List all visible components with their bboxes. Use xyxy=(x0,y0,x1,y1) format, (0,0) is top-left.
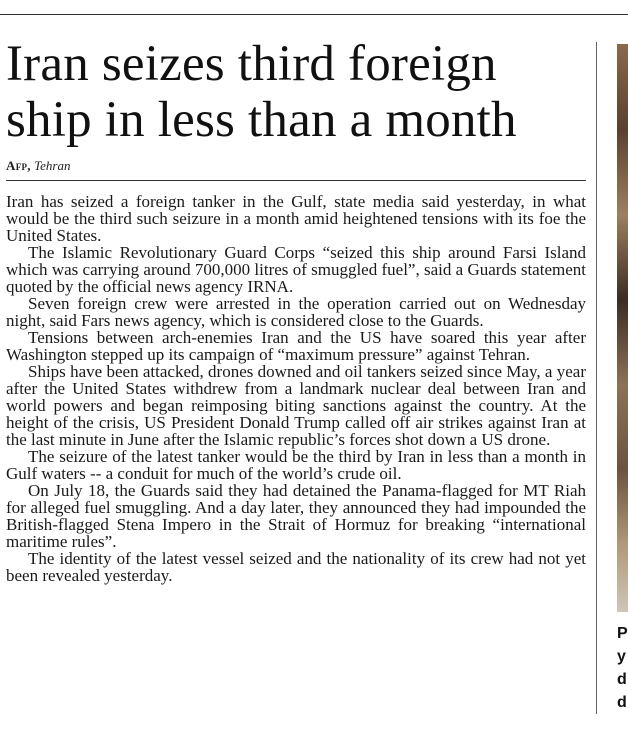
adjacent-column-text xyxy=(617,622,628,714)
byline-agency: Afp, xyxy=(6,158,31,173)
paragraph: The Islamic Revolutionary Guard Corps “seized this ship around Farsi Island which was carrying around 700,000 litres of smuggled fuel”, said a Guards statement quoted by the official news agency IRNA. xyxy=(6,243,586,296)
article xyxy=(6,36,586,584)
adjacent-letter: y xyxy=(617,648,626,665)
adjacent-photo xyxy=(617,44,628,612)
paragraph: The identity of the latest vessel seized and the nationality of its crew had not yet been revealed yesterday. xyxy=(6,549,586,585)
paragraph: Ships have been attacked, drones downed and oil tankers seized since May, a year after the United States withdrew from a landmark nuclear deal between Iran and world powers and began reimposing biting sanctions against the country. At the height of the crisis, US President Donald Trump called off air strikes against Iran at the last minute in June after the Islamic republic’s forces shot down a US drone. xyxy=(6,362,586,449)
paragraph: On July 18, the Guards said they had detained the Panama-flagged for MT Riah for alleged fuel smuggling. And a day later, they announced they had impounded the British-flagged Stena Impero in the Strait of Hormuz for breaking “international maritime rules”. xyxy=(6,481,586,551)
headline-line-1: Iran seizes third foreign xyxy=(6,36,497,92)
article-body xyxy=(6,193,586,584)
byline-place: Tehran xyxy=(34,158,71,173)
headline xyxy=(6,36,586,148)
headline-line-2: ship in less than a month xyxy=(6,92,517,148)
top-rule xyxy=(0,14,628,15)
adjacent-letter: d xyxy=(617,671,627,688)
adjacent-letter: d xyxy=(617,694,627,711)
paragraph: Iran has seized a foreign tanker in the Gulf, state media said yesterday, in what would be the third such seizure in a month amid heightened tensions with its foe the United States. xyxy=(6,192,586,245)
paragraph: The seizure of the latest tanker would be the third by Iran in less than a month in Gulf waters -- a conduit for much of the world’s crude oil. xyxy=(6,447,586,483)
byline xyxy=(6,158,586,174)
byline-rule xyxy=(6,180,586,181)
paragraph: Seven foreign crew were arrested in the operation carried out on Wednesday night, said Fars news agency, which is considered close to the Guards. xyxy=(6,294,586,330)
paragraph: Tensions between arch-enemies Iran and the US have soared this year after Washington stepped up its campaign of “maximum pressure” against Tehran. xyxy=(6,328,586,364)
column-divider xyxy=(596,42,597,714)
adjacent-letter: P xyxy=(617,625,628,642)
